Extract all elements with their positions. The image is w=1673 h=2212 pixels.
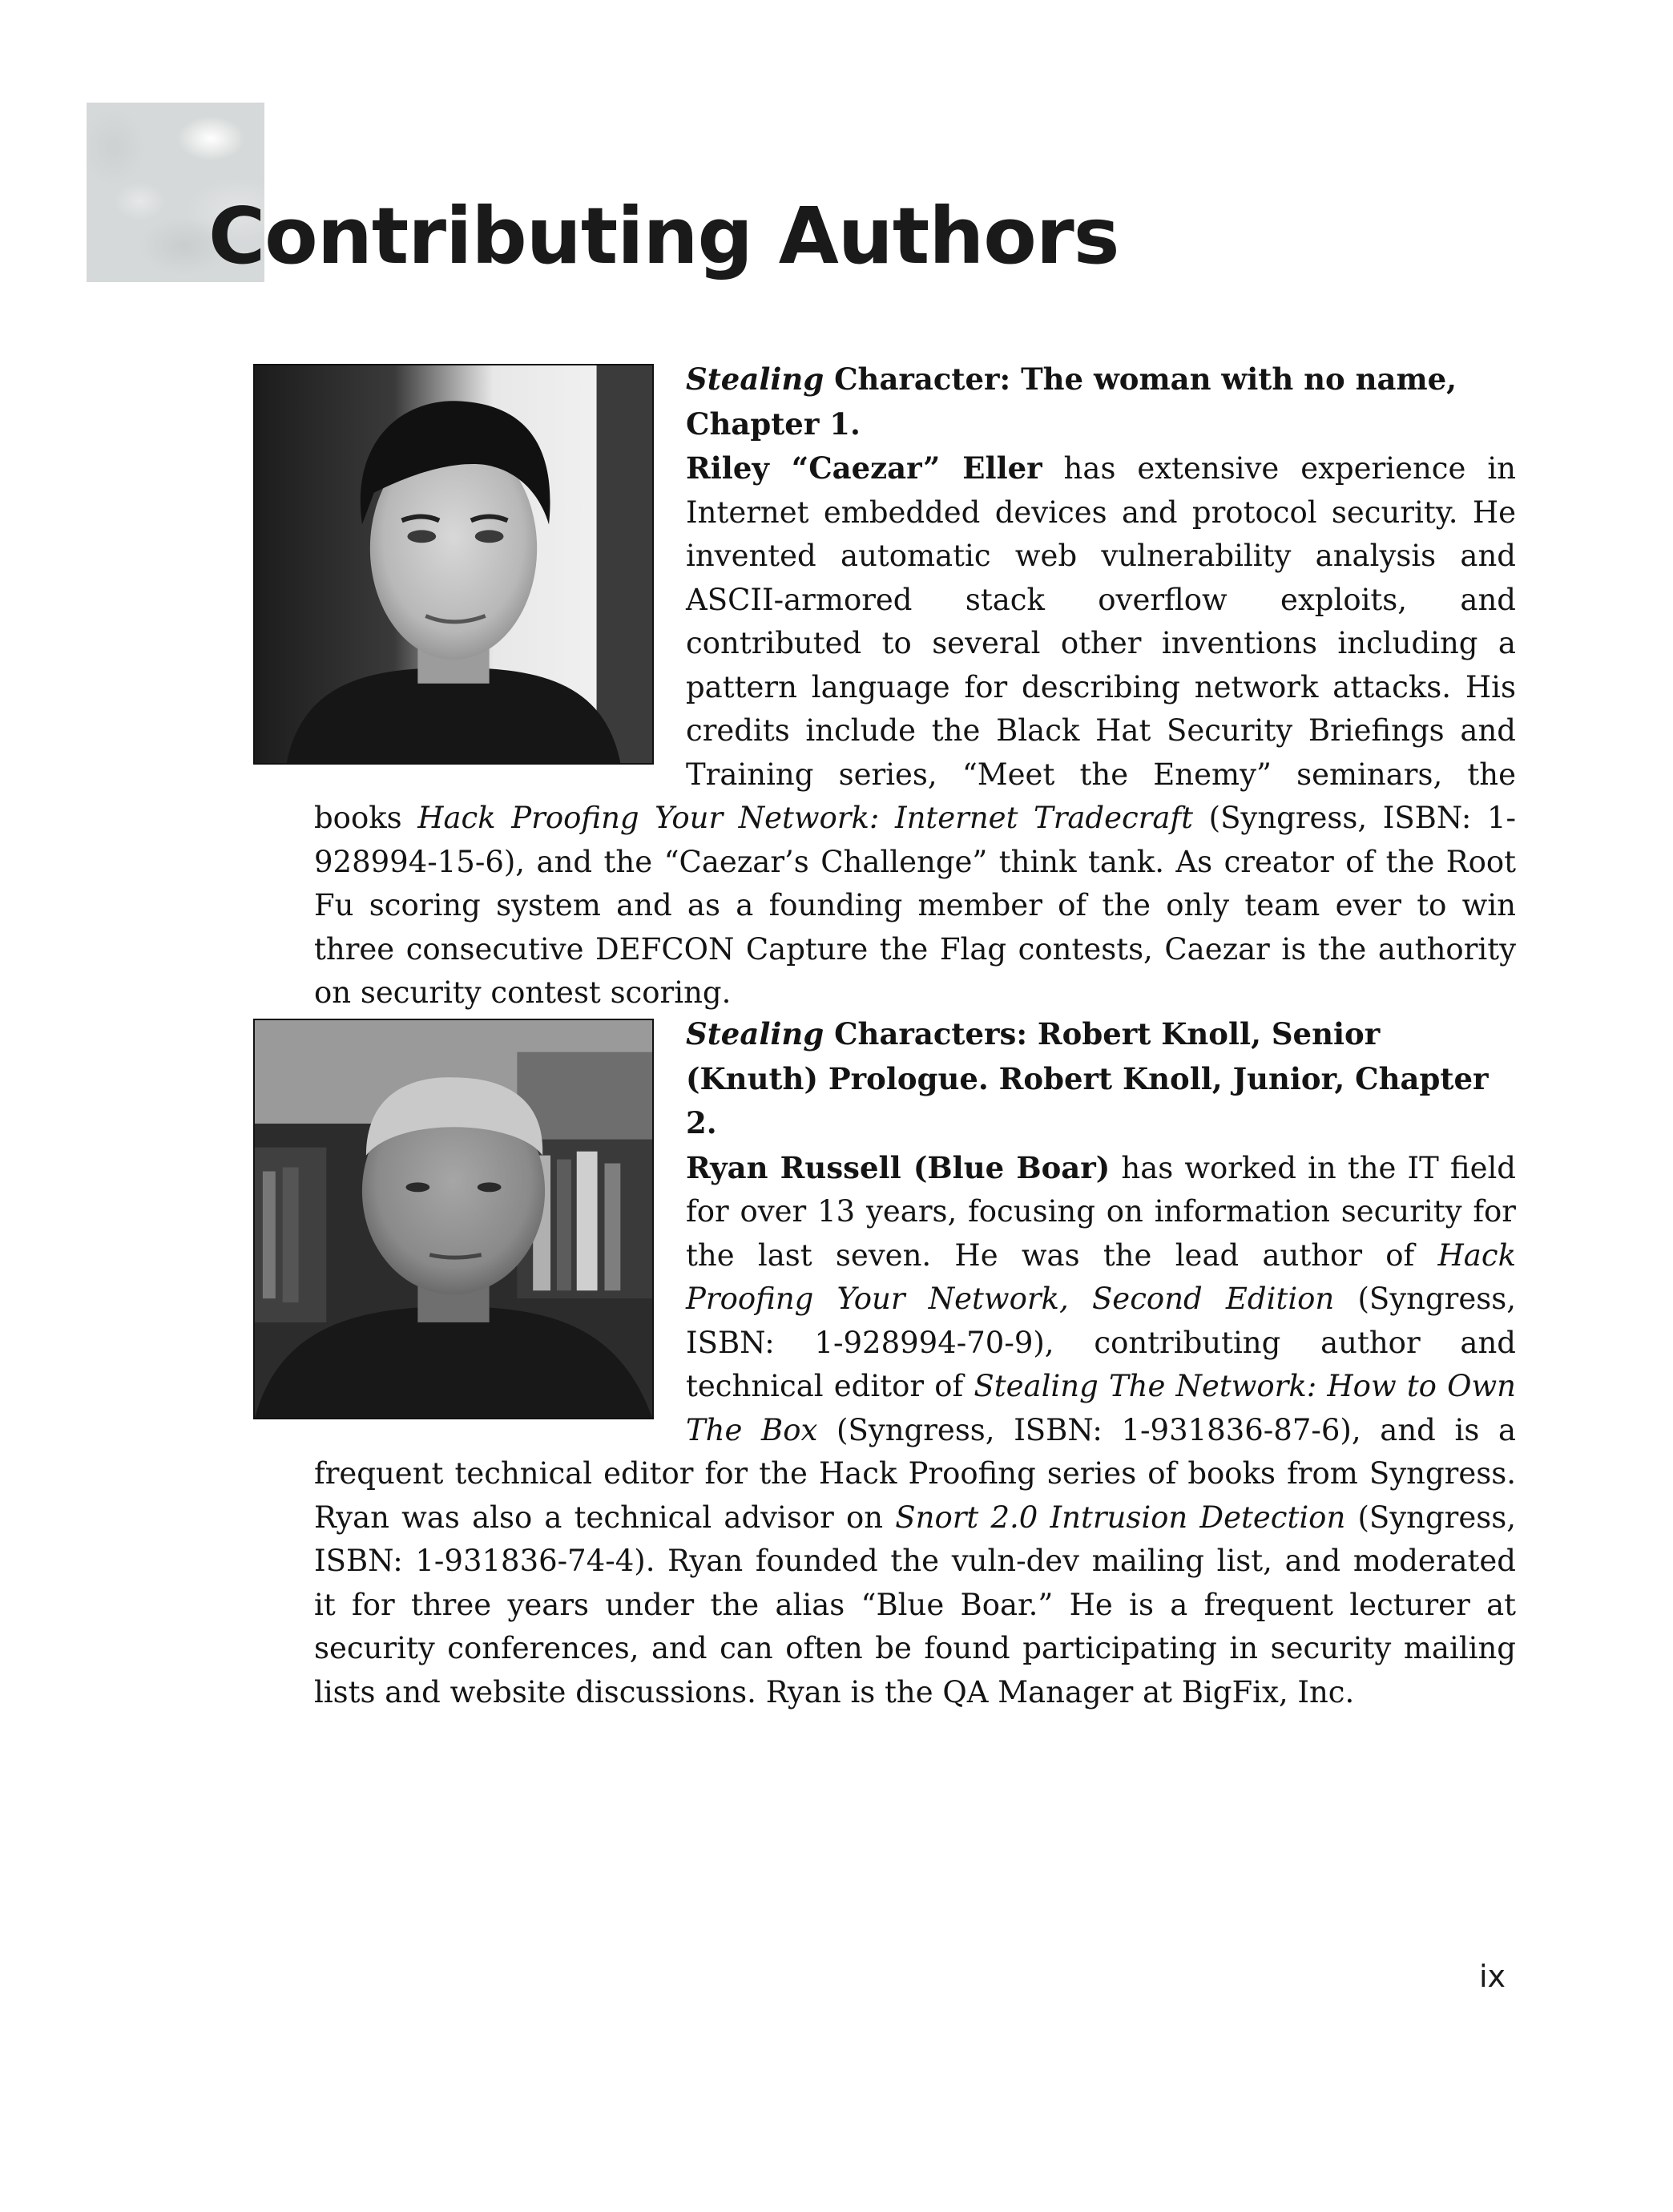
author-name: Ryan Russell (Blue Boar) xyxy=(686,1149,1111,1185)
book-title: Hack Proofing Your Network: Internet Tradecraft xyxy=(417,801,1194,835)
author-bio-riley-eller xyxy=(314,357,1516,1015)
author-bio-text: Ryan Russell (Blue Boar) has worked in the IT field for over 13 years, focusing on information security for the last seven. He was the lead author of Hack Proofing Your Network, Second Edition (Syngress, ISBN: 1-928994-70-9), contributing author and technical editor of Stealing The Network: How to Own The Box (Syngress, ISBN: 1-931836-87-6), and is a frequent technical editor for the Hack Proofing series of books from Syngress. Ryan was also a technical advisor on Snort 2.0 Intrusion Detection (Syngress, ISBN: 1-931836-74-4). Ryan founded the vuln-dev mailing list, and moderated it for three years under the alias “Blue Boar.” He is a frequent lecturer at security conferences, and can often be found participating in security mailing lists and website discussions. Ryan is the QA Manager at BigFix, Inc. xyxy=(314,1149,1517,1709)
author-bio-text: Riley “Caezar” Eller has extensive experience in Internet embedded devices and protocol security. He invented automatic web vulnerability analysis and ASCII-armored stack overflow exploits, and contributed to several other inventions including a pattern language for describing network attacks. His credits include the Black Hat Security Briefings and Training series, “Meet the Enemy” seminars, the books Hack Proofing Your Network: Internet Tradecraft (Syngress, ISBN: 1-928994-15-6), and the “Caezar’s Challenge” think tank. As creator of the Root Fu scoring system and as a founding member of the only team ever to win three consecutive DEFCON Capture the Flag contests, Caezar is the authority on security contest scoring. xyxy=(314,450,1517,1010)
page-number: ix xyxy=(1479,1959,1506,1994)
page-title: Contributing Authors xyxy=(208,191,1119,281)
author-bio-ryan-russell xyxy=(314,1012,1516,1714)
author-heading: Stealing Character: The woman with no name, Chapter 1. xyxy=(686,361,1457,442)
author-photo-ryan-russell xyxy=(253,1019,654,1419)
author-heading: Stealing Characters: Robert Knoll, Senior (Knuth) Prologue. Robert Knoll, Junior, Chapter 2. xyxy=(686,1016,1489,1140)
author-photo-riley-eller xyxy=(253,364,654,765)
book-title: Hack Proofing Your Network, Second Edition xyxy=(686,1237,1516,1316)
author-name: Riley “Caezar” Eller xyxy=(686,450,1042,486)
book-title: Stealing The Network: How to Own The Box xyxy=(686,1369,1516,1447)
book-title: Snort 2.0 Intrusion Detection xyxy=(895,1500,1346,1535)
